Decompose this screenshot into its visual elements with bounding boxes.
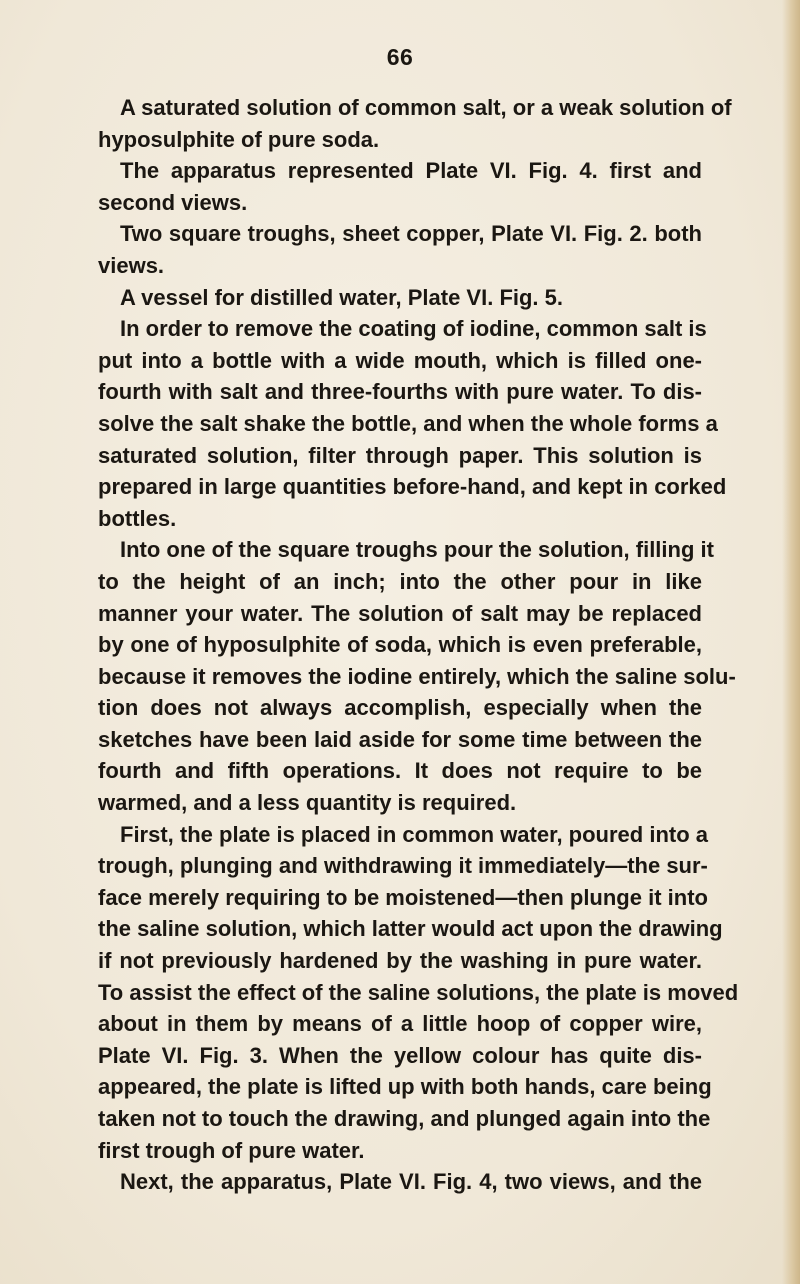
text-line: Two square troughs, sheet copper, Plate VI. Fig. 2. both — [120, 221, 702, 247]
text-line: put into a bottle with a wide mouth, which is filled one- — [98, 347, 702, 373]
text-line: views. — [98, 252, 165, 278]
text-line: saturated solution, filter through paper. This solution is — [98, 442, 702, 468]
text-line: taken not to touch the drawing, and plunged again into the — [98, 1106, 711, 1131]
text-line: solve the salt shake the bottle, and when the whole forms a — [98, 410, 718, 436]
text-line: first trough of pure water. — [98, 1137, 365, 1163]
body-text — [98, 92, 739, 1198]
text-line: if not previously hardened by the washing in pure water. — [98, 948, 702, 974]
text-line: In order to remove the coating of iodine, common salt is — [120, 316, 707, 342]
text-line: by one of hyposulphite of soda, which is even preferable, — [98, 632, 702, 658]
text-line: the saline solution, which latter would act upon the drawing — [98, 916, 723, 942]
text-line: sketches have been laid aside for some time between the — [98, 726, 702, 752]
text-line: To assist the effect of the saline solutions, the plate is moved — [98, 979, 739, 1005]
text-line: A saturated solution of common salt, or a weak solution of — [120, 95, 732, 120]
text-line: about in them by means of a little hoop of copper wire, — [98, 1011, 702, 1037]
page-edge — [782, 0, 800, 1284]
text-line: because it removes the iodine entirely, which the saline solu- — [98, 663, 736, 689]
text-line: bottles. — [98, 505, 177, 531]
text-line: prepared in large quantities before-hand, and kept in corked — [98, 474, 727, 500]
text-line: to the height of an inch; into the other pour in like — [98, 568, 702, 594]
text-line: trough, plunging and withdrawing it immediately—the sur- — [98, 853, 708, 879]
text-line: hyposulphite of pure soda. — [98, 126, 380, 152]
text-line: fourth and fifth operations. It does not require to be — [98, 758, 702, 784]
text-line: appeared, the plate is lifted up with both hands, care being — [98, 1074, 712, 1100]
text-line: warmed, and a less quantity is required. — [98, 790, 517, 816]
text-line: Next, the apparatus, Plate VI. Fig. 4, two views, and the — [120, 1169, 702, 1195]
text-line: A vessel for distilled water, Plate VI. Fig. 5. — [120, 284, 564, 310]
text-line: fourth with salt and three-fourths with pure water. To dis- — [98, 379, 702, 405]
text-line: Plate VI. Fig. 3. When the yellow colour has quite dis- — [98, 1042, 702, 1068]
text-line: First, the plate is placed in common water, poured into a — [120, 821, 708, 847]
text-line: second views. — [98, 189, 248, 215]
text-line: face merely requiring to be moistened—then plunge it into — [98, 884, 708, 910]
text-line: manner your water. The solution of salt may be replaced — [98, 600, 702, 626]
text-line: tion does not always accomplish, especially when the — [98, 695, 702, 721]
text-line: The apparatus represented Plate VI. Fig. 4. first and — [120, 158, 702, 184]
page-number: 66 — [386, 44, 414, 70]
text-line: Into one of the square troughs pour the solution, filling it — [120, 537, 714, 563]
